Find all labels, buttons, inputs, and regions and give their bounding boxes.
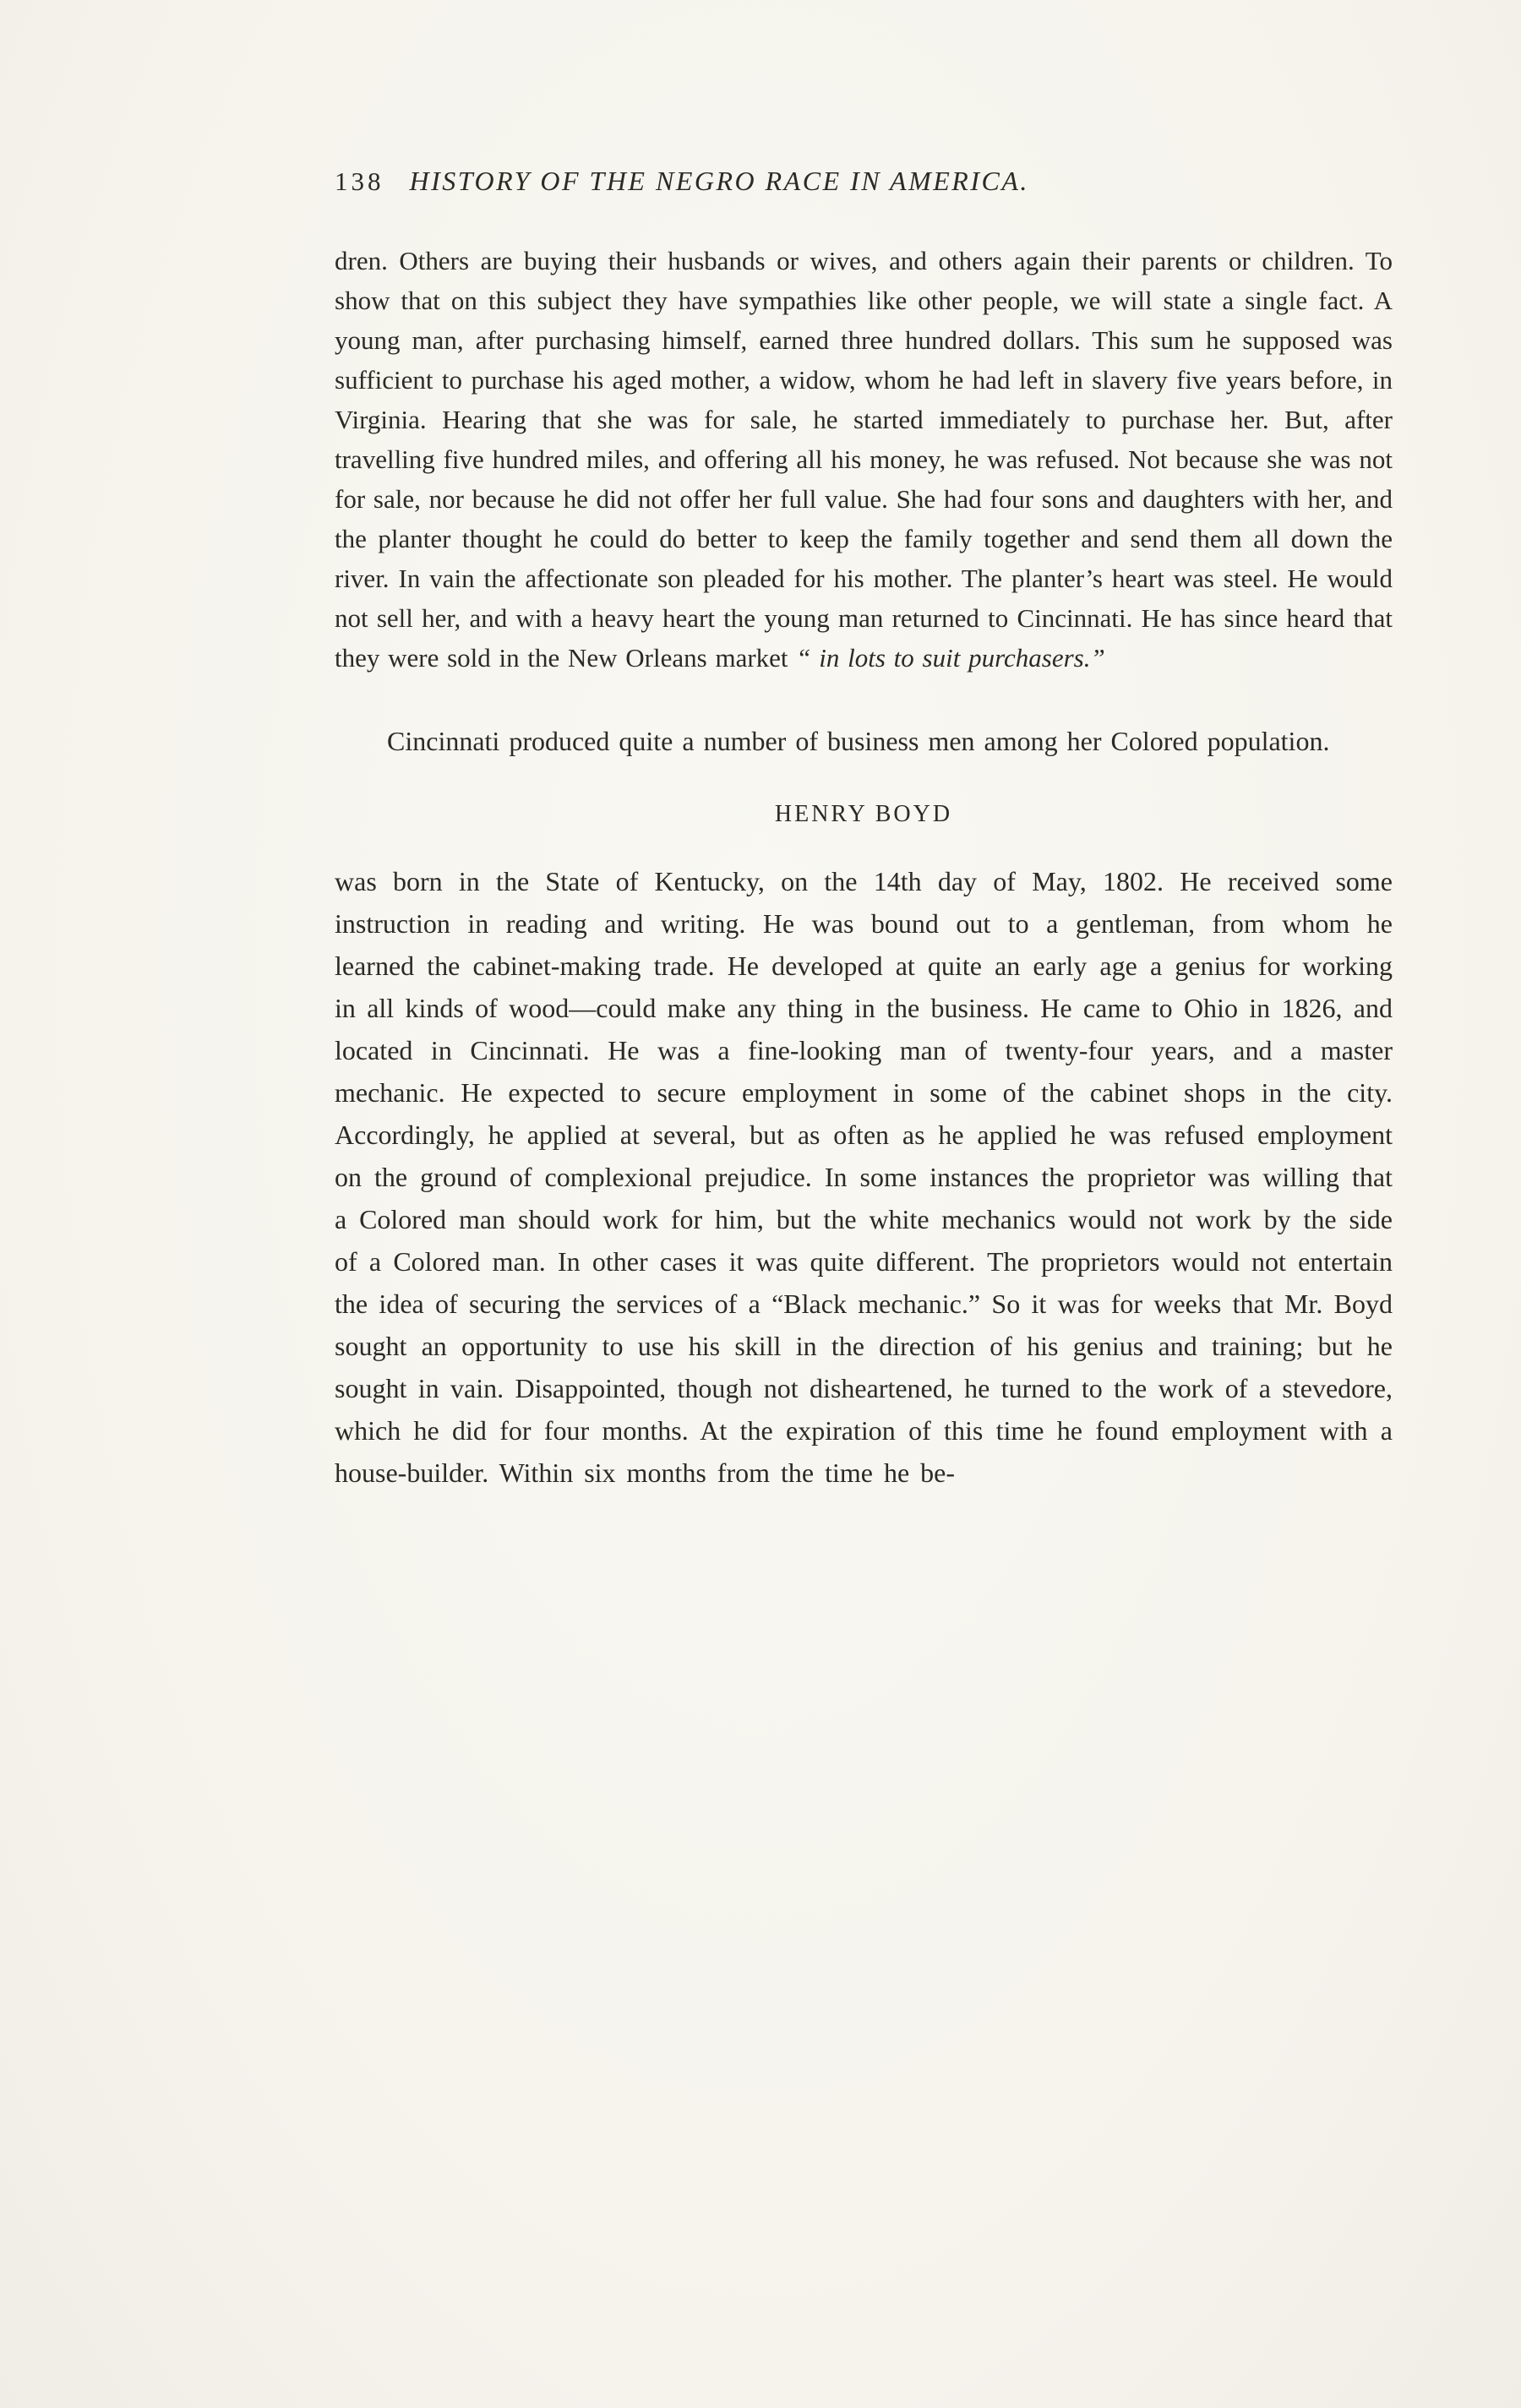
paragraph-continuation-text: dren. Others are buying their husbands or wives, and others again their parents or children. To show that on this subject they have sympathies like other people, we will state a single fact. A young man, after purchasing himself, earned three hundred dollars. This sum he supposed was sufficient to purchase his aged mother, a widow, whom he had left in slavery five years before, in Virginia. Hearing that she was for sale, he started immediately to purchase her. But, after travelling five hundred miles, and offering all his money, he was refused. Not because she was not for sale, nor because he did not offer her full value. She had four sons and daughters with her, and the planter thought he could do better to keep the family together and send them all down the river. In vain the affectionate son pleaded for his mother. The planter’s heart was steel. He would not sell her, and with a heavy heart the young man returned to Cincinnati. He has since heard that they were sold in the New Orleans market [335,246,1393,673]
running-header [335,166,1393,197]
running-header-title: HISTORY OF THE NEGRO RACE IN AMERICA. [409,166,1029,196]
section-heading-henry-boyd: HENRY BOYD [774,801,953,827]
italic-quote-text: “ in lots to suit purchasers.” [796,643,1105,673]
page-number: 138 [335,166,384,196]
paragraph-henry-boyd-bio: was born in the State of Kentucky, on the 14th day of May, 1802. He received some instruction in reading and writing. He was bound out to a gentleman, from whom he learned the cabinet-making trade. He developed at quite an early age a genius for working in all kinds of wood—could make any thing in the business. He came to Ohio in 1826, and located in Cincinnati. He was a fine-looking man of twenty-four years, and a master mechanic. He expected to secure employment in some of the cabinet shops in the city. Accordingly, he applied at several, but as often as he applied he was refused employment on the ground of complexional prejudice. In some instances the proprietor was willing that a Colored man should work for him, but the white mechanics would not work by the side of a Colored man. In other cases it was quite different. The proprietors would not entertain the idea of securing the services of a “Black mechanic.” So it was for weeks that Mr. Boyd sought an opportunity to use his skill in the direction of his genius and training; but he sought in vain. Disappointed, though not disheartened, he turned to the work of a stevedore, which he did for four months. At the expiration of this time he found employment with a house-builder. Within six months from the time he be- [335,866,1393,1488]
paragraph-cincinnati-intro: Cincinnati produced quite a number of business men among her Colored population. [387,726,1330,756]
paragraph-continuation [335,241,1393,678]
page-content [335,166,1393,1494]
